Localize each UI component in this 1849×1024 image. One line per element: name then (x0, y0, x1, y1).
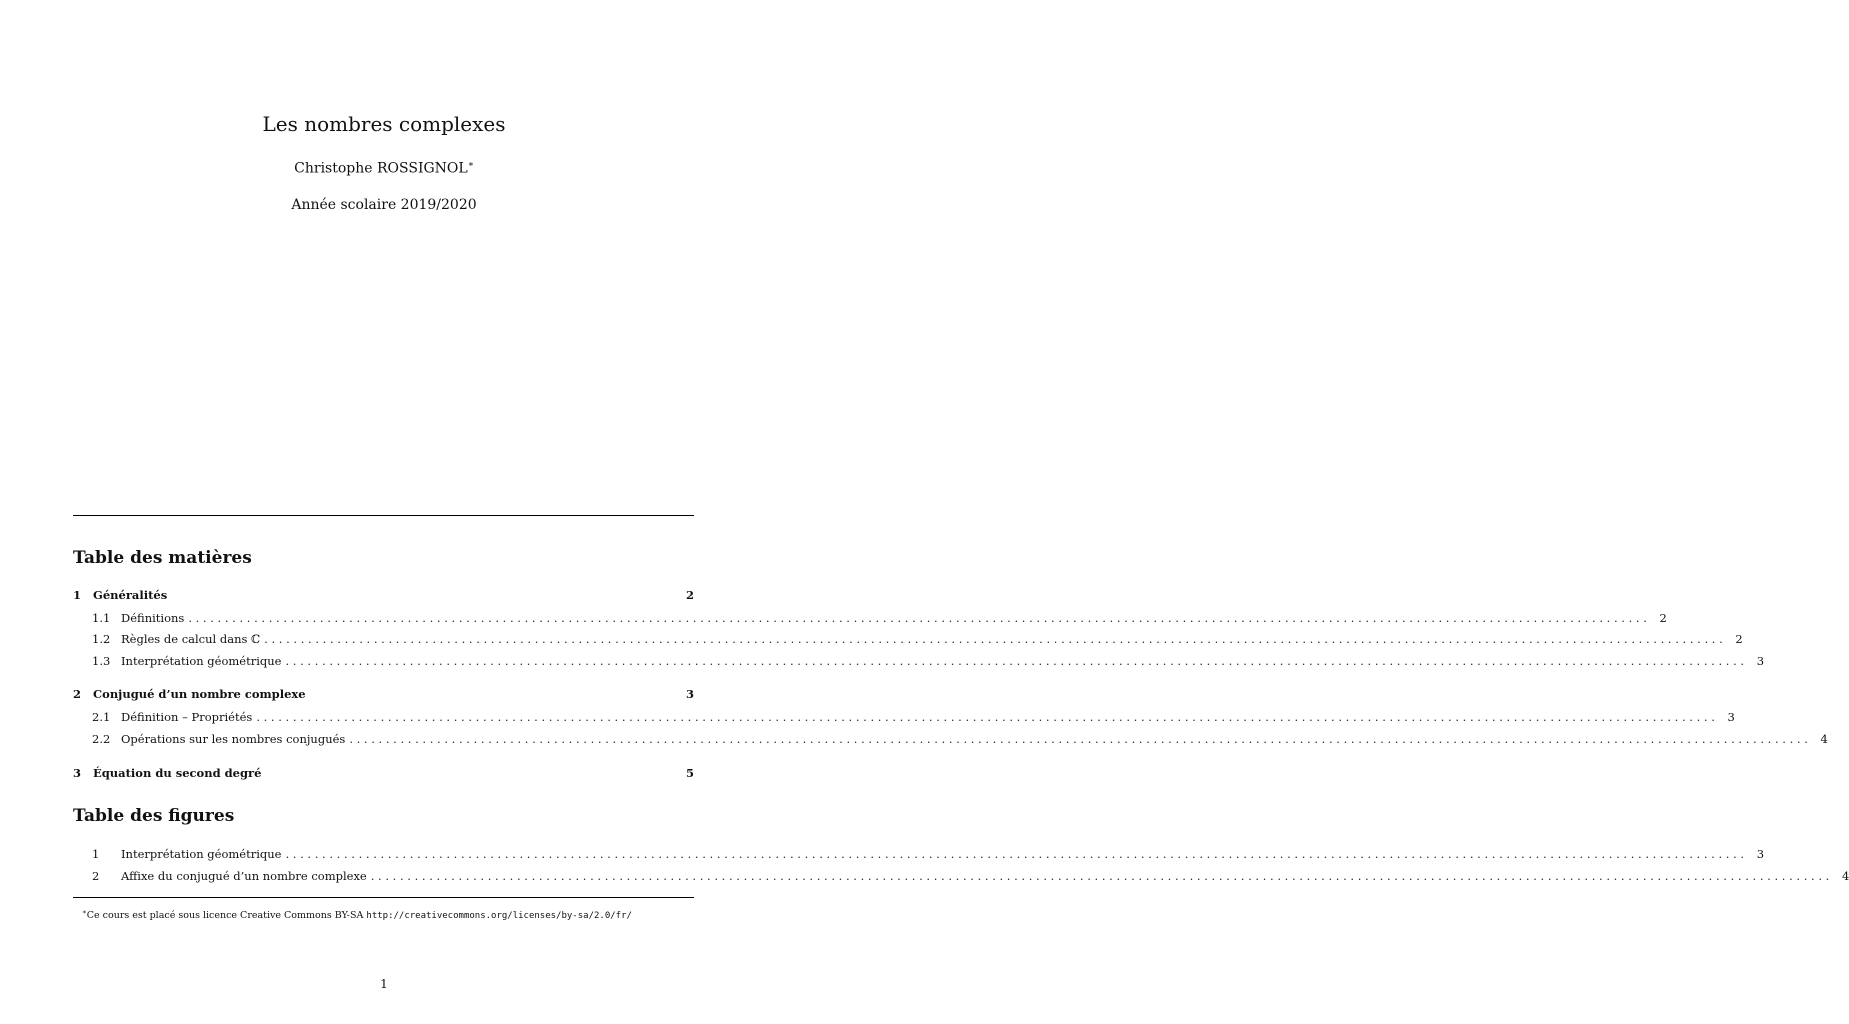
toc-page: 5 (685, 766, 694, 780)
lof-entry-2[interactable] (73, 868, 1849, 884)
lof-leader: . . . . . . . . . . . . . . . . . . . . . . . . . . . . . . . . . . . . . . . . . . . . . . . . . . . . . . . . . . . . . . . . . . . . . . . . . . . . . . . . . . . . . . . . . . . . . . . . . . . . . . . . . . . . . . . . . . . . . . . . . . . . . . . . . . . . . . . . . . . . . . . . . . . . . . . . . . . . . . . . . . . . . . . . . . . . . . . . . . . . . . . . . . . . . . . . . . . . . . . . (370, 869, 1830, 883)
toc-page: 3 (1756, 654, 1765, 668)
toc-page: 3 (685, 687, 694, 701)
license-link[interactable]: http://creativecommons.org/licenses/by-sa/2.0/fr/ (366, 911, 632, 922)
footnote-text: Ce cours est placé sous licence Creative Commons BY-SA (86, 910, 367, 922)
lof-heading: Table des figures (73, 806, 235, 826)
toc-title: Interprétation géométrique (121, 654, 282, 668)
toc-number: 1.3 (92, 654, 111, 668)
footnote-mark: ∗ (82, 908, 87, 916)
toc-subsection-1-2[interactable] (73, 631, 1743, 647)
lof-page: 3 (1756, 847, 1765, 861)
toc-title: Opérations sur les nombres conjugués (121, 732, 346, 746)
toc-subsection-2-2[interactable] (73, 731, 1828, 747)
lof-leader: . . . . . . . . . . . . . . . . . . . . . . . . . . . . . . . . . . . . . . . . . . . . . . . . . . . . . . . . . . . . . . . . . . . . . . . . . . . . . . . . . . . . . . . . . . . . . . . . . . . . . . . . . . . . . . . . . . . . . . . . . . . . . . . . . . . . . . . . . . . . . . . . . . . . . . . . . . . . . . . . . . . . . . . . . . . . . . . . . . . . . . . . . . . . . . . . . . . . . . . . (285, 847, 1745, 861)
lof-title: Affixe du conjugué d’un nombre complexe (121, 869, 367, 883)
toc-number: 3 (73, 766, 82, 780)
separator-rule (73, 515, 694, 516)
toc-subsection-1-3[interactable] (73, 653, 1765, 669)
toc-number: 1 (73, 588, 82, 602)
toc-leader: . . . . . . . . . . . . . . . . . . . . . . . . . . . . . . . . . . . . . . . . . . . . . . . . . . . . . . . . . . . . . . . . . . . . . . . . . . . . . . . . . . . . . . . . . . . . . . . . . . . . . . . . . . . . . . . . . . . . . . . . . . . . . . . . . . . . . . . . . . . . . . . . . . . . . . . . . . . . . . . . . . . . . . . . . . . . . . . . . . . . . . . . . . . . . . . . . . . . . . . . (285, 654, 1745, 668)
toc-heading: Table des matières (73, 548, 252, 568)
toc-leader: . . . . . . . . . . . . . . . . . . . . . . . . . . . . . . . . . . . . . . . . . . . . . . . . . . . . . . . . . . . . . . . . . . . . . . . . . . . . . . . . . . . . . . . . . . . . . . . . . . . . . . . . . . . . . . . . . . . . . . . . . . . . . . . . . . . . . . . . . . . . . . . . . . . . . . . . . . . . . . . . . . . . . . . . . . . . . . . . . . . . . . . . . . . . . . . . . . . . . . . . (256, 710, 1715, 724)
page-number: 1 (380, 977, 388, 991)
author-line (0, 160, 768, 177)
footnote-rule (73, 897, 694, 898)
author-name: Christophe ROSSIGNOL (294, 160, 468, 177)
school-year: Année scolaire 2019/2020 (291, 197, 477, 213)
toc-title: Conjugué d’un nombre complexe (93, 687, 306, 701)
toc-page: 2 (1659, 611, 1667, 625)
lof-page: 4 (1841, 869, 1849, 883)
toc-section-2[interactable] (73, 686, 694, 702)
author-footnote-mark: ∗ (467, 160, 474, 170)
toc-page: 3 (1727, 710, 1735, 724)
toc-subsection-2-1[interactable] (73, 709, 1735, 725)
toc-title: Généralités (93, 588, 168, 602)
toc-section-3[interactable] (73, 765, 694, 781)
toc-title: Règles de calcul dans ℂ (121, 632, 261, 646)
toc-number: 1.1 (92, 611, 111, 625)
toc-number: 2.2 (92, 732, 111, 746)
toc-subsection-1-1[interactable] (73, 610, 1667, 626)
toc-section-1[interactable] (73, 587, 694, 603)
footnote (82, 908, 632, 921)
toc-leader: . . . . . . . . . . . . . . . . . . . . . . . . . . . . . . . . . . . . . . . . . . . . . . . . . . . . . . . . . . . . . . . . . . . . . . . . . . . . . . . . . . . . . . . . . . . . . . . . . . . . . . . . . . . . . . . . . . . . . . . . . . . . . . . . . . . . . . . . . . . . . . . . . . . . . . . . . . . . . . . . . . . . . . . . . . . . . . . . . . . . . . . . . . . . . . . . . . . . . . . . (349, 732, 1808, 746)
toc-title: Définition – Propriétés (121, 710, 253, 724)
toc-title: Équation du second degré (93, 766, 262, 780)
document-title: Les nombres complexes (262, 112, 506, 136)
toc-number: 2.1 (92, 710, 111, 724)
lof-entry-1[interactable] (73, 846, 1765, 862)
toc-title: Définitions (121, 611, 185, 625)
toc-leader: . . . . . . . . . . . . . . . . . . . . . . . . . . . . . . . . . . . . . . . . . . . . . . . . . . . . . . . . . . . . . . . . . . . . . . . . . . . . . . . . . . . . . . . . . . . . . . . . . . . . . . . . . . . . . . . . . . . . . . . . . . . . . . . . . . . . . . . . . . . . . . . . . . . . . . . . . . . . . . . . . . . . . . . . . . . . . . . . . . . . . . . . . . . . . . . . . . . . . . . . (264, 632, 1723, 646)
toc-page: 4 (1820, 732, 1828, 746)
lof-number: 1 (92, 847, 100, 861)
lof-number: 2 (92, 869, 100, 883)
toc-number: 2 (73, 687, 82, 701)
toc-page: 2 (685, 588, 694, 602)
toc-page: 2 (1735, 632, 1743, 646)
lof-title: Interprétation géométrique (121, 847, 282, 861)
toc-leader: . . . . . . . . . . . . . . . . . . . . . . . . . . . . . . . . . . . . . . . . . . . . . . . . . . . . . . . . . . . . . . . . . . . . . . . . . . . . . . . . . . . . . . . . . . . . . . . . . . . . . . . . . . . . . . . . . . . . . . . . . . . . . . . . . . . . . . . . . . . . . . . . . . . . . . . . . . . . . . . . . . . . . . . . . . . . . . . . . . . . . . . . . . . . . . . . . . . . . . . . (188, 611, 1647, 625)
toc-number: 1.2 (92, 632, 111, 646)
